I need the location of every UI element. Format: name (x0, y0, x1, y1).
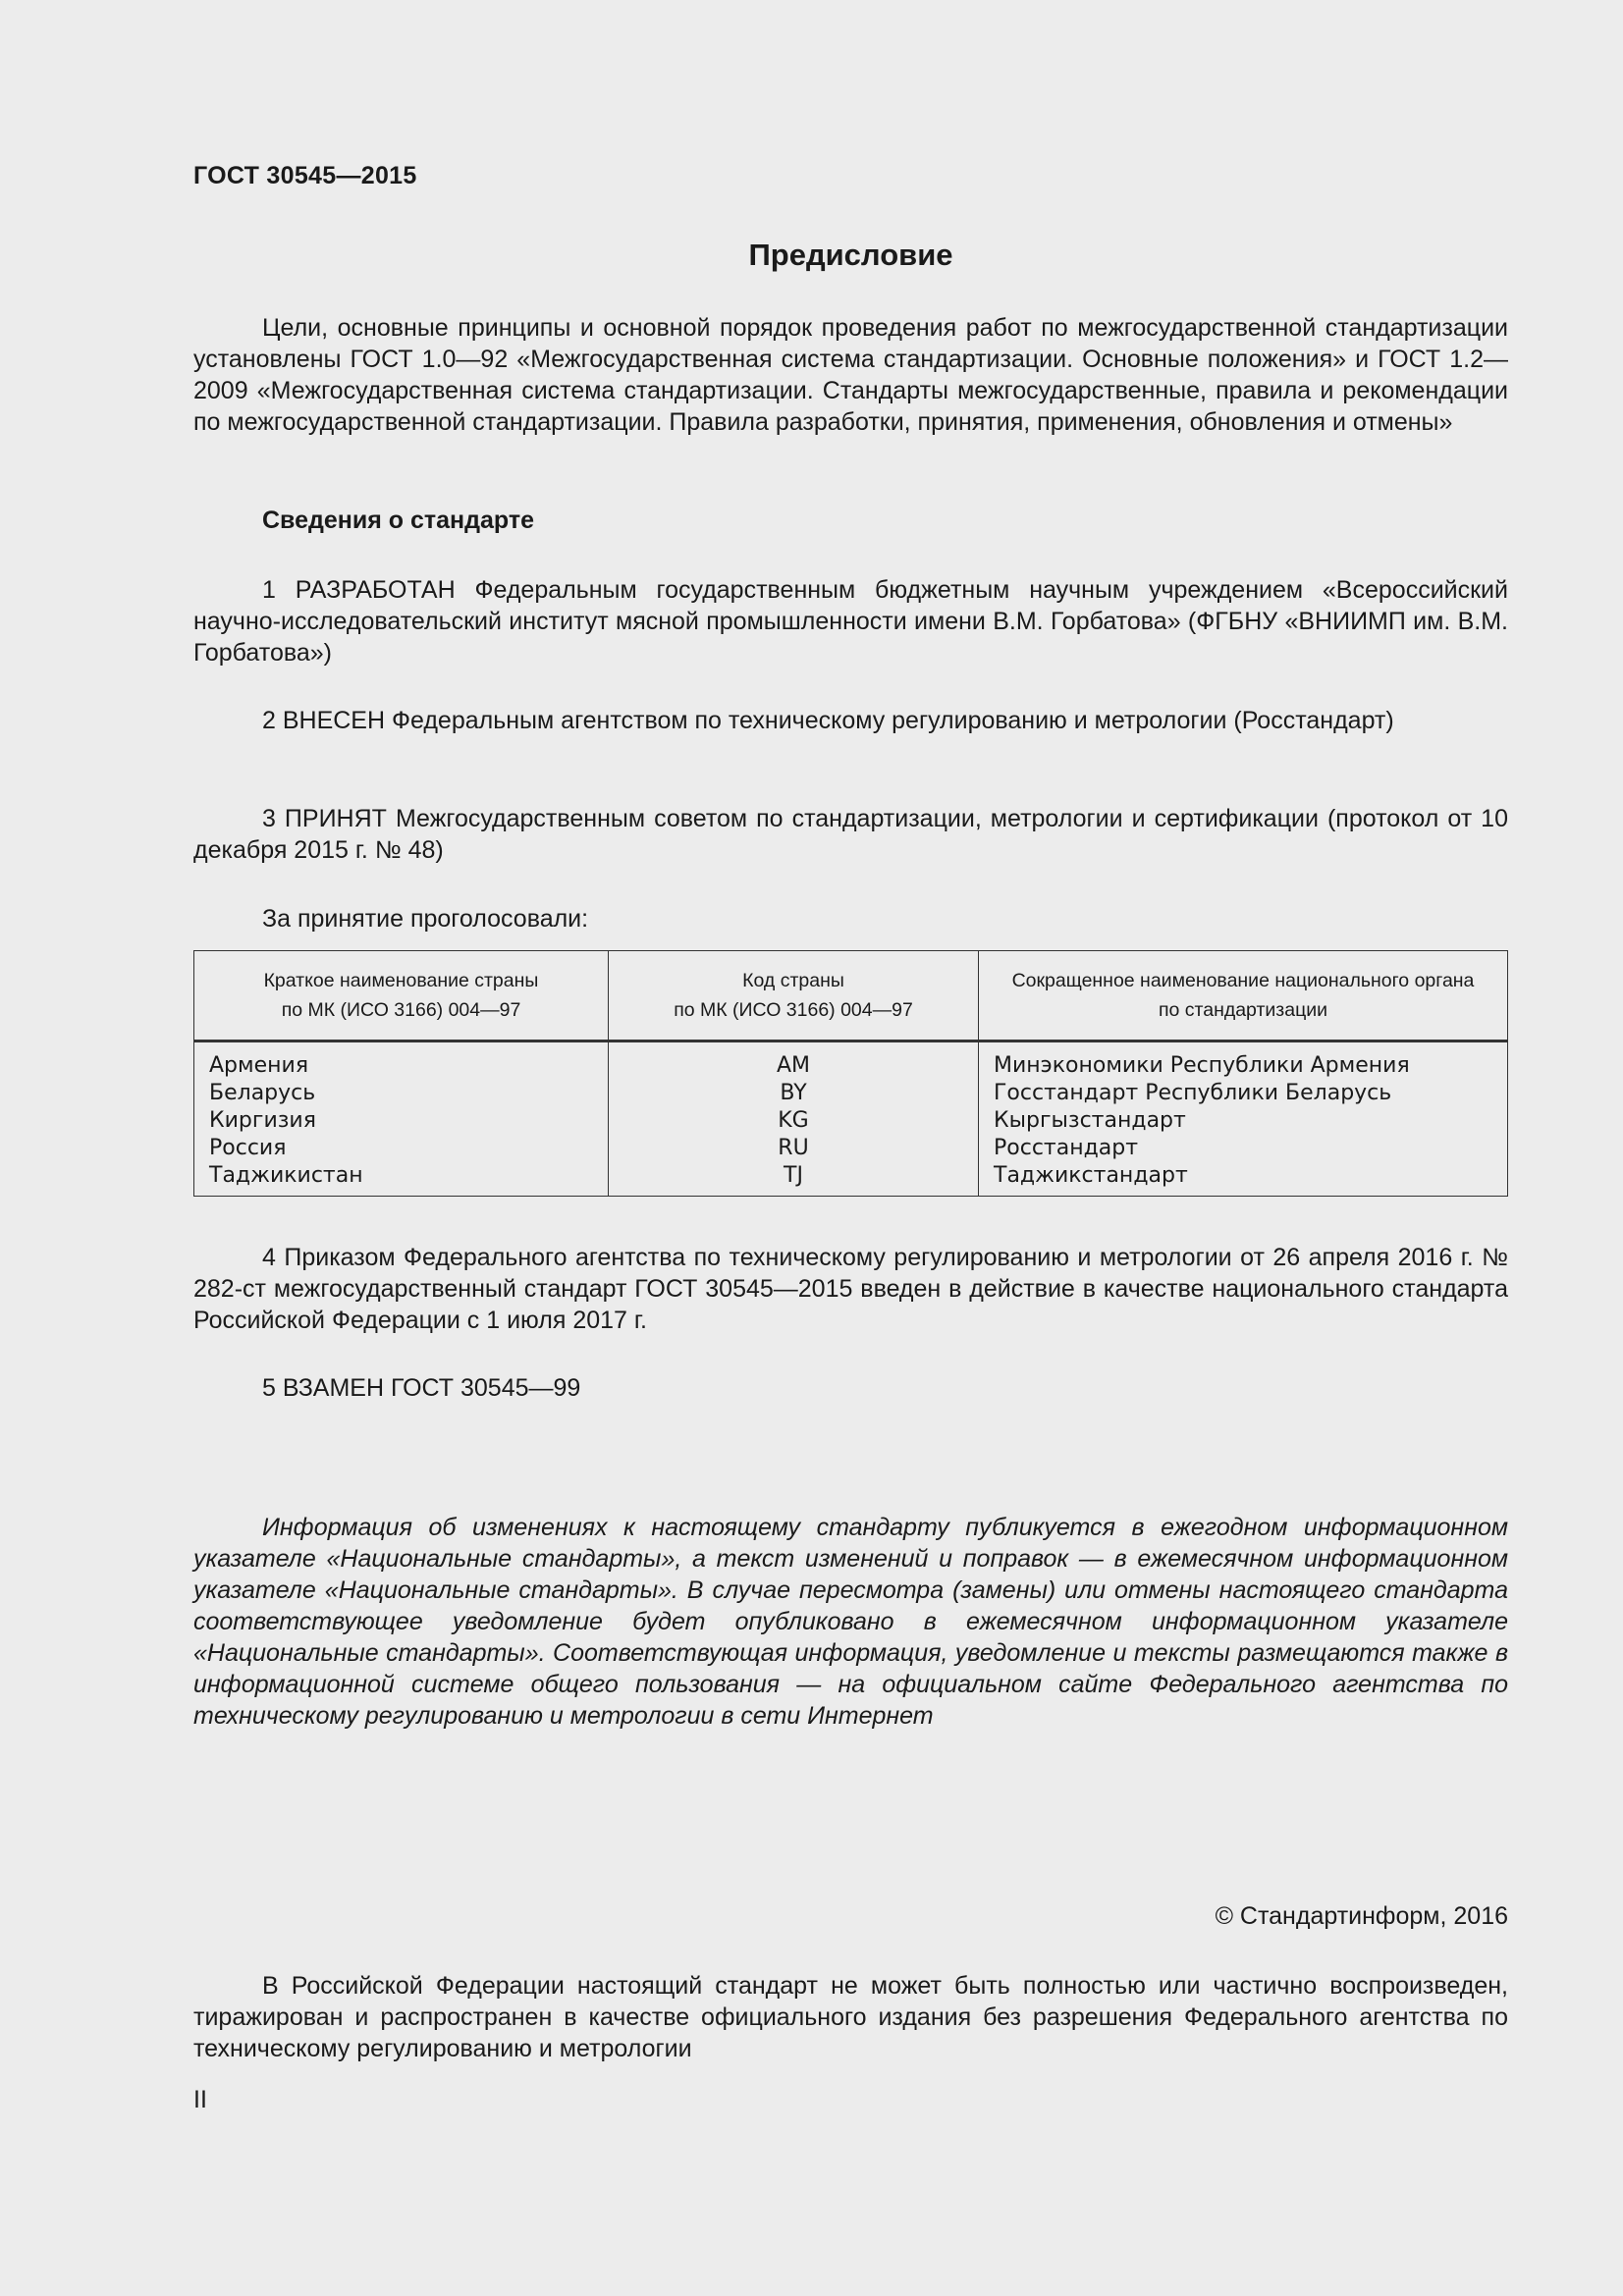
country-cell: Киргизия (194, 1107, 609, 1135)
code-cell: RU (609, 1135, 979, 1162)
item-2-paragraph: 2 ВНЕСЕН Федеральным агентством по техническому регулированию и метрологии (Росстандарт) (262, 707, 1394, 734)
svedenia-heading: Сведения о стандарте (262, 507, 535, 534)
body-cell: Минэкономики Республики Армения (979, 1041, 1508, 1081)
header-body-line1: Сокращенное наименование национального органа (1011, 970, 1475, 991)
rf-note-paragraph: В Российской Федерации настоящий стандарт не может быть полностью или частично воспроизведен, тиражирован и распространен в качестве официального издания без разрешения Федерального агентства по техническому регулированию и метрологии (193, 1972, 1508, 2062)
header-country-code (609, 951, 979, 1041)
header-code-line1: Код страны (742, 970, 844, 991)
document-id: ГОСТ 30545—2015 (193, 162, 417, 189)
page-title: Предисловие (748, 238, 953, 272)
country-cell: Таджикистан (194, 1162, 609, 1197)
body-cell: Росстандарт (979, 1135, 1508, 1162)
header-country-name (194, 951, 609, 1041)
country-cell: Армения (194, 1041, 609, 1081)
page-number: II (193, 2086, 207, 2113)
vote-intro: За принятие проголосовали: (262, 905, 589, 933)
code-cell: TJ (609, 1162, 979, 1197)
item-1-paragraph: 1 РАЗРАБОТАН Федеральным государственным бюджетным научным учреждением «Всероссийский научно-исследовательский институт мясной промышленности имени В.М. Горбатова» (ФГБНУ «ВНИИМП им. В.М. Горбатова») (193, 576, 1508, 667)
body-cell: Таджикстандарт (979, 1162, 1508, 1197)
country-cell: Россия (194, 1135, 609, 1162)
header-code-line2: по МК (ИСО 3166) 004—97 (674, 999, 913, 1021)
code-cell: BY (609, 1080, 979, 1107)
item-4-paragraph: 4 Приказом Федерального агентства по техническому регулированию и метрологии от 26 апреля 2016 г. № 282-ст межгосударственный стандарт ГОСТ 30545—2015 введен в действие в качестве национального стандарта Российской Федерации с 1 июля 2017 г. (193, 1244, 1508, 1334)
code-cell: AM (609, 1041, 979, 1081)
body-cell: Госстандарт Республики Беларусь (979, 1080, 1508, 1107)
table-row (194, 1107, 1508, 1135)
header-body-line2: по стандартизации (1158, 999, 1328, 1021)
table-header-row (194, 951, 1508, 1041)
header-country-line1: Краткое наименование страны (263, 970, 539, 991)
table-row (194, 1135, 1508, 1162)
copyright-line: © Стандартинформ, 2016 (1215, 1902, 1508, 1930)
vote-table (193, 950, 1508, 1197)
body-cell: Кыргызстандарт (979, 1107, 1508, 1135)
table-row (194, 1162, 1508, 1197)
header-country-line2: по МК (ИСО 3166) 004—97 (281, 999, 521, 1021)
intro-paragraph: Цели, основные принципы и основной порядок проведения работ по межгосударственной стандартизации установлены ГОСТ 1.0—92 «Межгосударственная система стандартизации. Основные положения» и ГОСТ 1.2—2009 «Межгосударственная система стандартизации. Стандарты межгосударственные, правила и рекомендации по межгосударственной стандартизации. Правила разработки, принятия, применения, обновления и отмены» (193, 314, 1508, 436)
country-cell: Беларусь (194, 1080, 609, 1107)
item-5-paragraph: 5 ВЗАМЕН ГОСТ 30545—99 (262, 1374, 581, 1402)
header-national-body (979, 951, 1508, 1041)
code-cell: KG (609, 1107, 979, 1135)
info-note-paragraph: Информация об изменениях к настоящему стандарту публикуется в ежегодном информационном указателе «Национальные стандарты», а текст изменений и поправок — в ежемесячном информационном указателе «Национальные стандарты». В случае пересмотра (замены) или отмены настоящего стандарта соответствующее уведомление будет опубликовано в ежемесячном информационном указателе «Национальные стандарты». Соответствующая информация, уведомление и тексты размещаются также в информационной системе общего пользования — на официальном сайте Федерального агентства по техническому регулированию и метрологии в сети Интернет (193, 1514, 1508, 1730)
table-row (194, 1080, 1508, 1107)
table-row (194, 1041, 1508, 1081)
item-3-paragraph: 3 ПРИНЯТ Межгосударственным советом по стандартизации, метрологии и сертификации (протокол от 10 декабря 2015 г. № 48) (193, 805, 1508, 864)
